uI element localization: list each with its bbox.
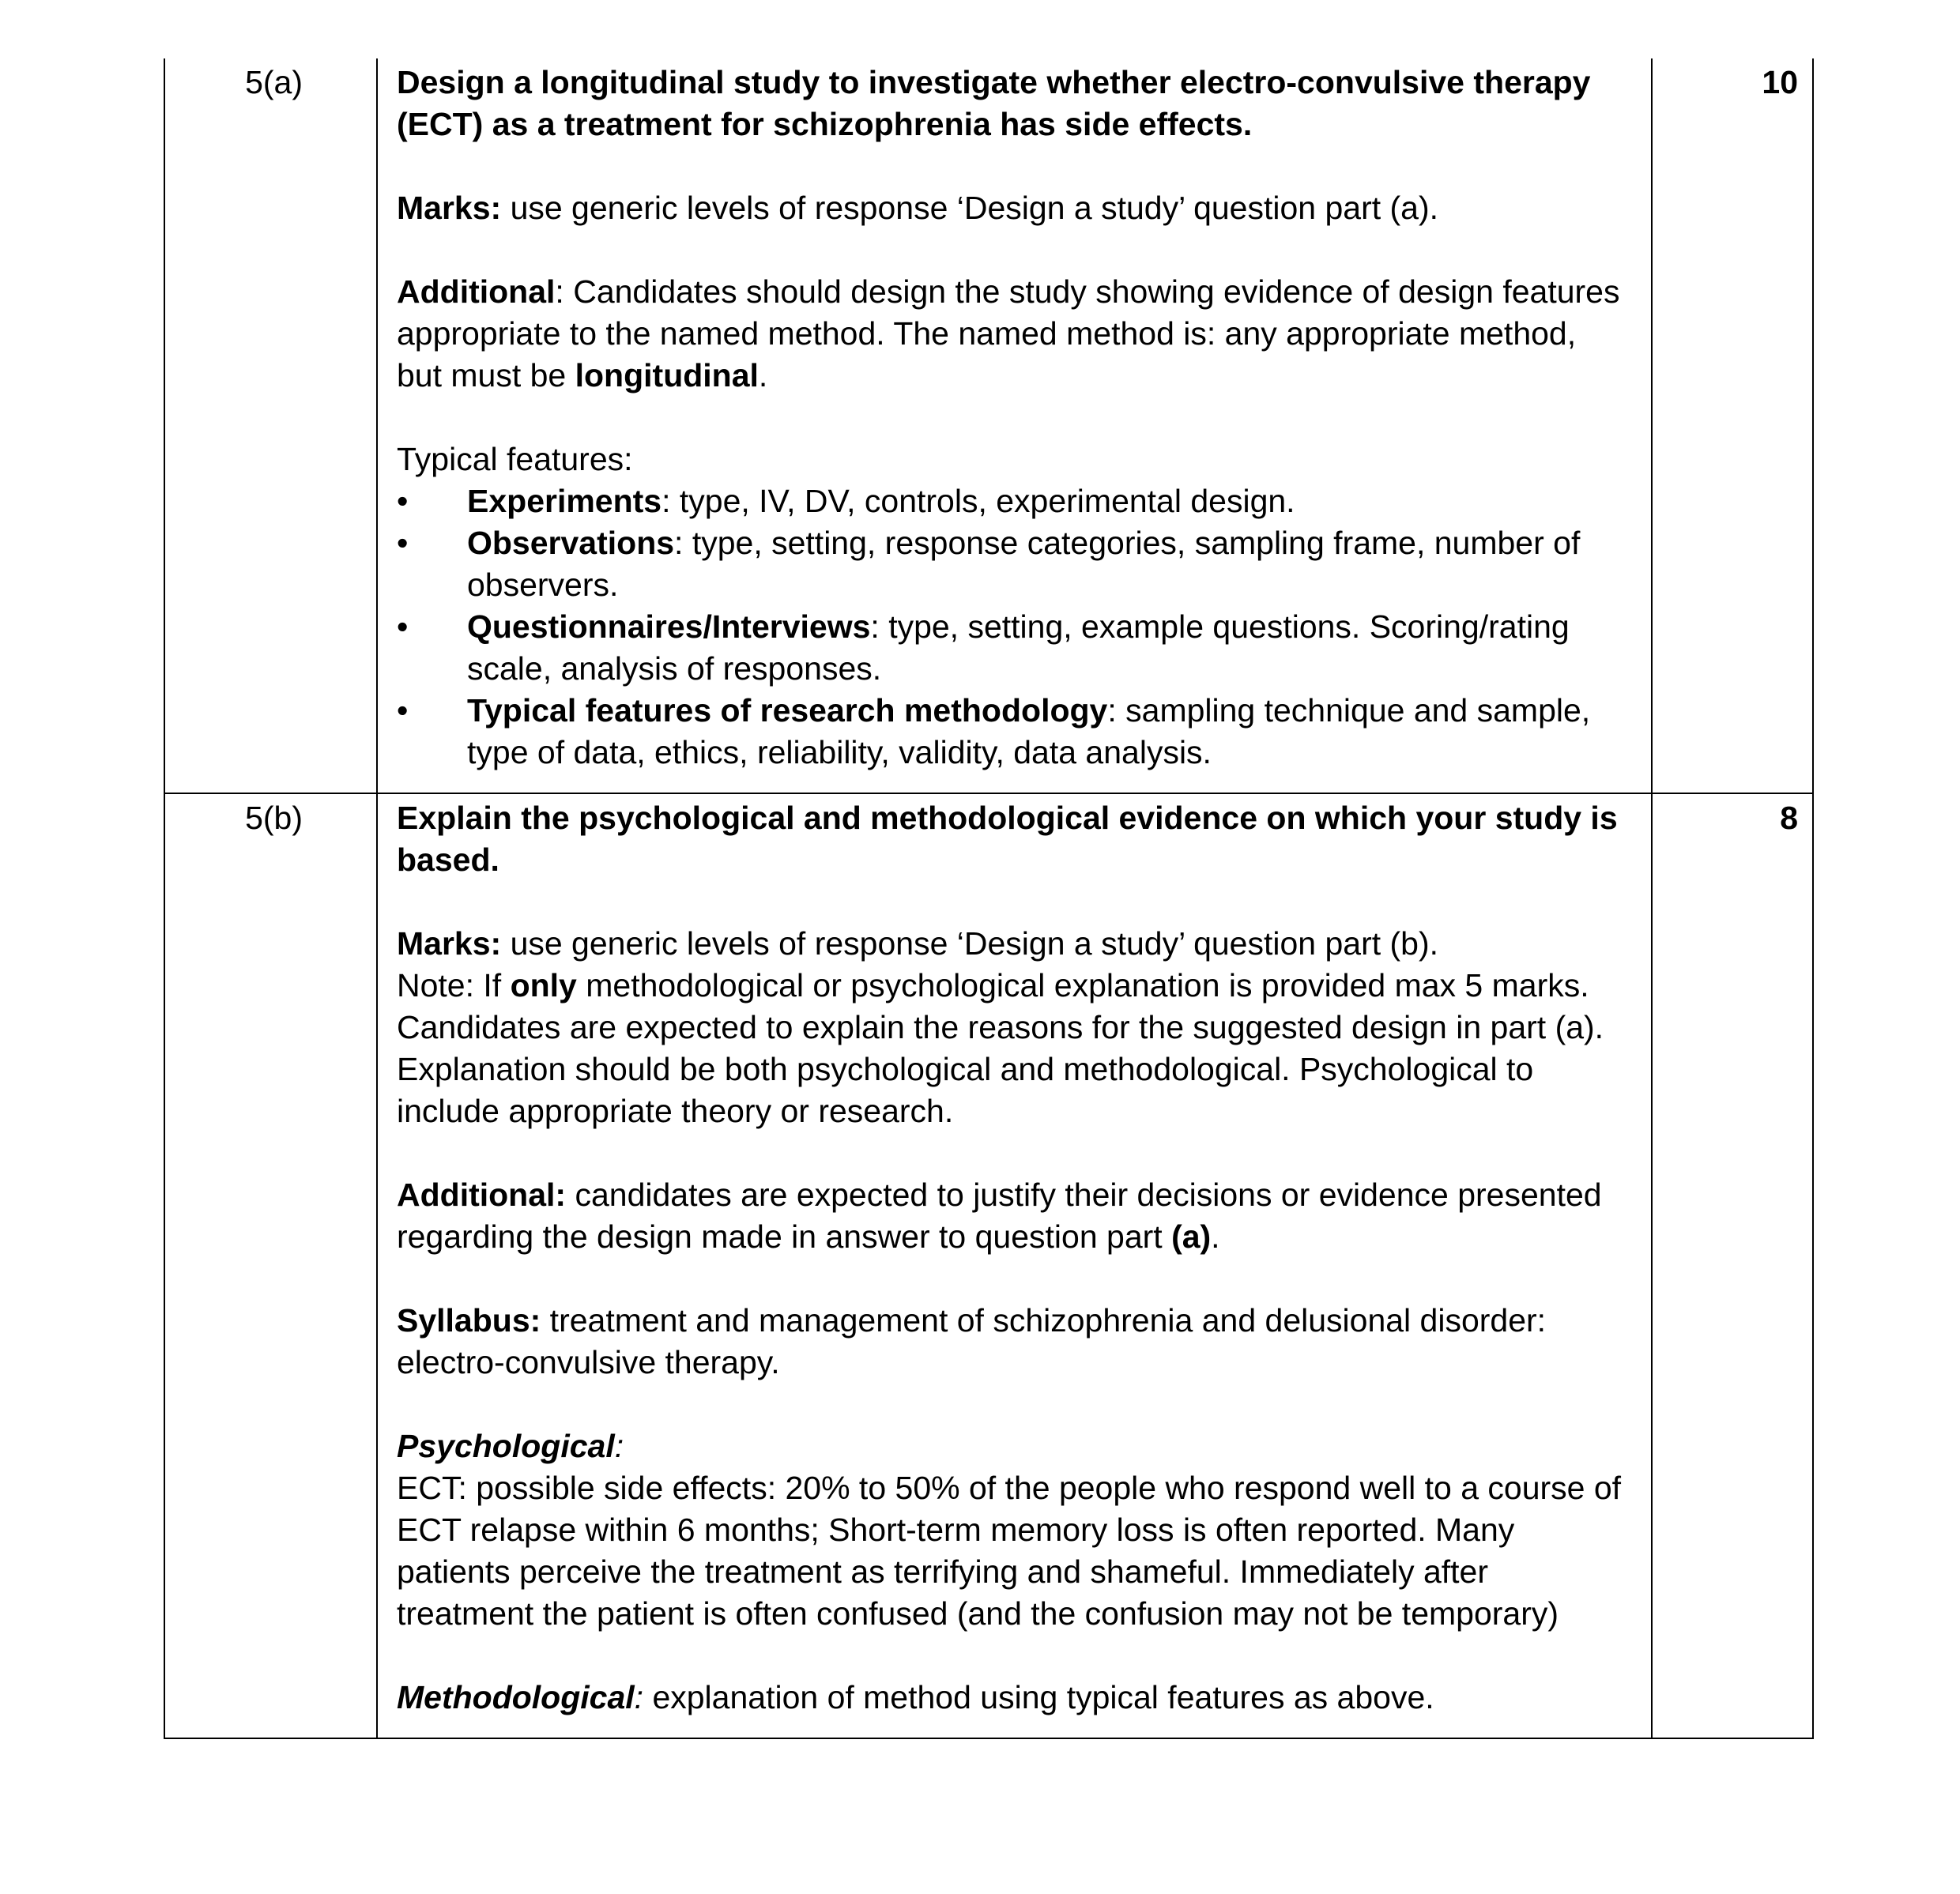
marks-cell [1652, 793, 1813, 1738]
question-cell [164, 58, 377, 793]
list-item: • Typical features of research methodology: sampling technique and sample, type of data, ethics, reliability, validity, data analysis. [397, 690, 1627, 774]
answer-cell [377, 793, 1652, 1738]
list-item: • Questionnaires/Interviews: type, setting, example questions. Scoring/rating scale, analysis of responses. [397, 606, 1627, 690]
question-number: 5(a) [245, 64, 303, 100]
additional-guidance: Additional: candidates are expected to justify their decisions or evidence presented regarding the design made in answer to question part (a). [397, 1177, 1602, 1255]
typical-features-list [397, 480, 1627, 774]
answer-cell [377, 58, 1652, 793]
bullet-icon: • [397, 692, 409, 729]
psychological-text: ECT: possible side effects: 20% to 50% of the people who respond well to a course of ECT relapse within 6 months; Short-term memory loss is often reported. Many patients perceive the treatment as terrifying and shameful. Immediately after treatment the patient is often confused (and the confusion may not be temporary) [397, 1470, 1622, 1632]
typical-features-heading: Typical features: [397, 441, 633, 477]
marks-guidance: Marks: use generic levels of response ‘Design a study’ question part (b). [397, 925, 1439, 962]
marks-cell [1652, 58, 1813, 793]
additional-guidance: Additional: Candidates should design the study showing evidence of design features appropriate to the named method. The named method is: any appropriate method, but must be longitudinal. [397, 273, 1620, 393]
expectation-guidance: Candidates are expected to explain the reasons for the suggested design in part (a). Explanation should be both psychological and methodological. Psychological to include appropriate theory or research. [397, 1009, 1604, 1129]
marks-value: 8 [1780, 800, 1798, 836]
methodological-guidance: Methodological: explanation of method using typical features as above. [397, 1679, 1434, 1715]
note-guidance: Note: If only methodological or psychological explanation is provided max 5 marks. [397, 967, 1589, 1003]
question-cell [164, 793, 377, 1738]
bullet-icon: • [397, 608, 409, 645]
marks-value: 10 [1762, 64, 1798, 100]
list-item: • Observations: type, setting, response categories, sampling frame, number of observers. [397, 522, 1627, 606]
list-item: • Experiments: type, IV, DV, controls, experimental design. [397, 480, 1627, 522]
table-row [164, 793, 1813, 1738]
psychological-heading: Psychological: [397, 1428, 624, 1464]
table-row [164, 58, 1813, 793]
mark-scheme-page [164, 58, 1807, 1739]
syllabus-guidance: Syllabus: treatment and management of schizophrenia and delusional disorder: electro-convulsive therapy. [397, 1302, 1547, 1380]
question-number: 5(b) [245, 800, 303, 836]
question-prompt: Design a longitudinal study to investigate whether electro-convulsive therapy (ECT) as a treatment for schizophrenia has side effects. [397, 64, 1591, 142]
mark-scheme-table [164, 58, 1814, 1739]
question-prompt: Explain the psychological and methodological evidence on which your study is based. [397, 800, 1618, 878]
bullet-icon: • [397, 483, 409, 519]
bullet-icon: • [397, 525, 409, 561]
marks-guidance: Marks: use generic levels of response ‘Design a study’ question part (a). [397, 190, 1439, 226]
